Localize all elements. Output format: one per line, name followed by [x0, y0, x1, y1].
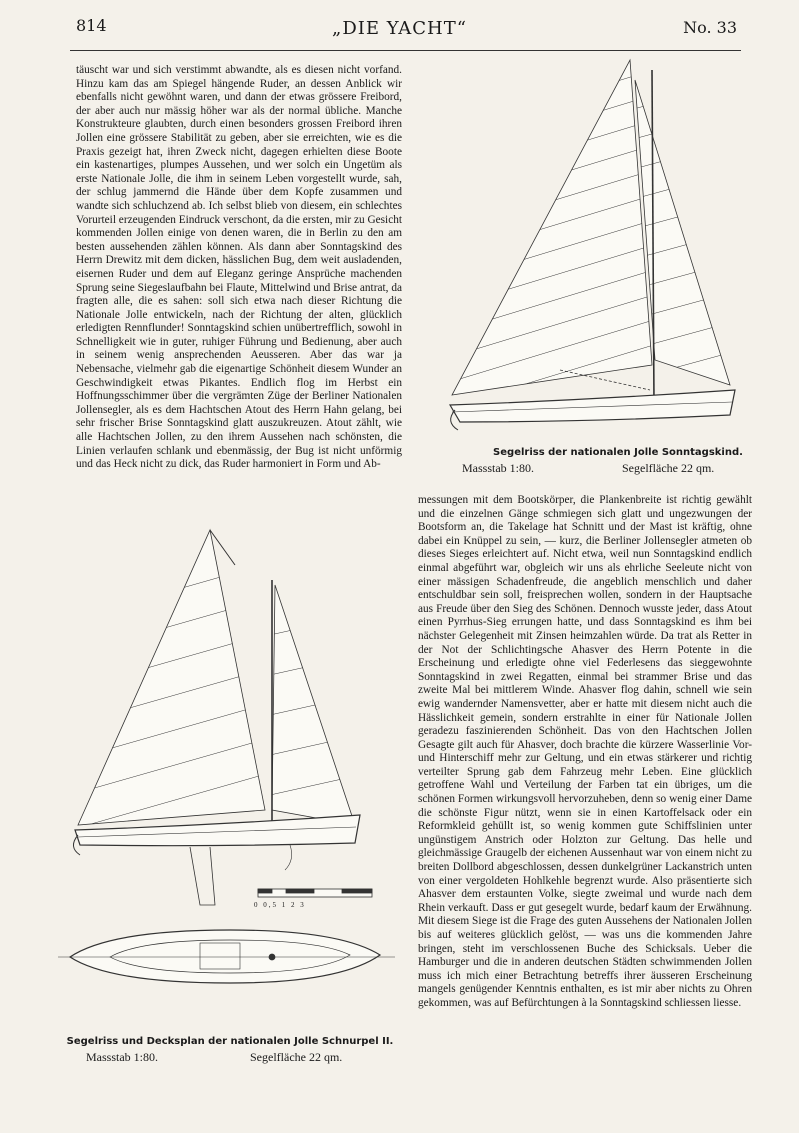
- journal-title: „DIE YACHT“: [332, 18, 467, 39]
- figure1-scale: Massstab 1:80.: [462, 461, 534, 475]
- figure2-caption: Segelriss und Decksplan der nationalen Jolle Schnurpel II.: [66, 1036, 394, 1047]
- page-header: [0, 10, 799, 44]
- scale-label-2: 2: [291, 901, 297, 909]
- figure1-sail-area: Segelfläche 22 qm.: [622, 461, 715, 475]
- sail-plan-sonntagskind-drawing: [440, 50, 750, 450]
- body-text: messungen mit dem Bootskörper, die Plankenbreite ist richtig gewählt und die einzelnen Gänge schmiegen sich glatt und ungezwungen der Bootsform an, die Takelage hat Schnitt und der Mast ist kräftig, ohne dabei ein Knüppel zu sein, — kurz, die Berliner Jollensegler atmeten ob dieses Sieges erleichtert auf. Nicht etwa, weil nun Sonntagskind endlich einmal abgeführt war, obgleich wir uns als ehrliche Seeleute nicht von einer mässigen Schadenfreude, die angeblich menschlich und daher entschuldbar sein soll, freisprechen wollen, sondern in der Hauptsache aus Freude über den Sieg des Schönen. Dennoch wusste jeder, dass Atout einen Pyrrhus-Sieg errungen hatte, und dass Sonntagskind es ihm bei nächster Gelegenheit mit Zinsen heimzahlen würde. Da trat als Retter in der Not der Schlichtingsche Ahasver des Herrn Potente in die Erscheinung und erledigte ohne viel Federlesens das sieggewohnte Sonntagskind in zwei Regatten, einmal bei strammer Brise und das zweite Mal bei mittlerem Winde. Ahasver flog dahin, schnell wie sein ewig wandernder Namensvetter, aber er hatte mit diesem nicht auch die Hässlichkeit gemein, sondern erstrahlte in einer für Nationale Jollen geradezu faszinierenden Schönheit. Das von den Hachtschen Jollen Gesagte gilt auch für Ahasver, doch brachte die kürzere Wasserlinie Vor- und Hinterschiff mehr zur Geltung, und ein etwas stärkerer und richtig verteilter Sprung gab dem Fahrzeug mehr Leben. Eine glücklich getroffene Wahl und Verteilung der Farben tat ein übriges, um die schönen Formen wirkungsvoll hervorzuheben, denn so wenig einer Dame die schönste Figur nützt, wenn sie in einen Kartoffelsack oder ein Reformkleid gehüllt ist, so wenig kommen gute Schiffslinien unter ungünstigem Anstrich oder Holzton zur Geltung. Das helle und gleichmässige Graugelb der eichenen Aussenhaut war von einem nicht zu breiten Dollbord abgeschlossen, dessen dunkelgrüner Lackanstrich unten von einer vergoldeten Hohlkehle begrenzt wurde. Also präsentierte sich Ahasver dem erstaunten Volke, siegte zweimal und wurde nach dem Rhein verkauft. Dass er gut gesegelt wurde, bedarf kaum der Erwähnung. Mit diesem Siege ist die Frage des guten Aussehens der Nationalen Jollen bis auf weiteres glücklich gelöst, — was uns die kommenden Jahre bringen, steht im verschlossenen Buche des Schicksals. Ueber die Hamburger und die in anderen deutschen Städten schwimmenden Jollen muss ich mich einer Betrachtung betreffs ihrer äusseren Erscheinung mangels genügender Kenntnis enthalten, es ist mir aber nichts zu Ohren gekommen, was auf Befürchtungen à la Sonntagskind schliessen liesse.: [418, 494, 752, 1009]
- text-column-right: [418, 494, 752, 1084]
- scale-label-05: 0,5: [263, 901, 278, 909]
- scale-bar: [258, 889, 372, 897]
- sail-plan-schnurpel-figure: [50, 525, 420, 1025]
- scale-label-3: 3: [300, 901, 306, 909]
- scale-label-0: 0: [254, 901, 260, 909]
- figure2-scale: Massstab 1:80.: [86, 1050, 158, 1064]
- figure1-caption: Segelriss der nationalen Jolle Sonntagskind.: [493, 447, 743, 458]
- text-column-left: [76, 64, 402, 514]
- sail-plan-schnurpel-drawing: [50, 525, 420, 1025]
- issue-number: No. 33: [683, 18, 737, 37]
- scale-bar-labels: [254, 901, 306, 909]
- figure2-sail-area: Segelfläche 22 qm.: [250, 1050, 343, 1064]
- scale-label-1: 1: [281, 901, 288, 909]
- sail-plan-sonntagskind-figure: [440, 50, 750, 450]
- body-text: täuscht war und sich verstimmt abwandte, als es diesen nicht vorfand. Hinzu kam das am Spiegel hängende Ruder, an dessen Anblick wir ebenfalls nicht gewöhnt waren, und dann der etwas grössere Freibord, der aber auch nur mässig höher war als der normal übliche. Manche Konstrukteure glaubten, durch einen besonders grossen Freibord ihren Jollen eine grössere Stabilität zu geben, aber sie erreichten, wie es die Praxis gezeigt hat, ihren Zweck nicht, dagegen erhielten diese Boote ein kastenartiges, plumpes Aussehen, und wer solch ein Ungetüm als erste Nationale Jolle, die ihm in seinem Leben vorgestellt wurde, sah, der schlug jammernd die Hände über dem Kopfe zusammen und wandte sich schluchzend ab. Ich selbst blieb von diesem, ein schlechtes Vorurteil erzeugenden Eindruck verschont, da die ersten, mir zu Gesicht kommenden Jollen einige von denen waren, die in Berlin zu den am besten aussehenden zählen können. Als dann aber Sonntagskind des Herrn Drewitz mit dem dicken, hässlichen Bug, dem weit ausladenden, eisernen Ruder und dem auf Eleganz geringe Ansprüche machenden Sprung seine Siegeslaufbahn bei Flaute, Mittelwind und Brise antrat, da fragten alle, die es sahen: soll sich etwa nach dieser Richtung die Nationale Jolle entwickeln, nach der Richtung der alten, glücklich erledigten Rennflunder! Sonntagskind schien unübertrefflich, sowohl in Schnelligkeit wie in guter, ruhiger Führung und Bedienung, aber auch in seinem wenig ansprechenden Aeusseren. Aber das war ja Nebensache, vielmehr gab die eigenartige Schönheit diesem Wunder an Geschwindigkeit etwas Pikantes. Endlich flog im Herbst ein Hoffnungsschimmer über die vergrämten Züge der Berliner Nationalen Jollensegler, als es dem Hachtschen Atout des Herrn Hahn gelang, bei sehr frischer Brise Sonntagskind glatt auszukreuzen. Atout zählt, wie alle Hachtschen Jollen, zu den ihrem Aussehen nach schönsten, die Linien verlaufen schlank und ebenmässig, der Bug ist nicht unförmig und das Heck nicht zu dick, das Ruder harmoniert in Form und Ab-: [76, 64, 402, 471]
- page-number: 814: [76, 16, 107, 35]
